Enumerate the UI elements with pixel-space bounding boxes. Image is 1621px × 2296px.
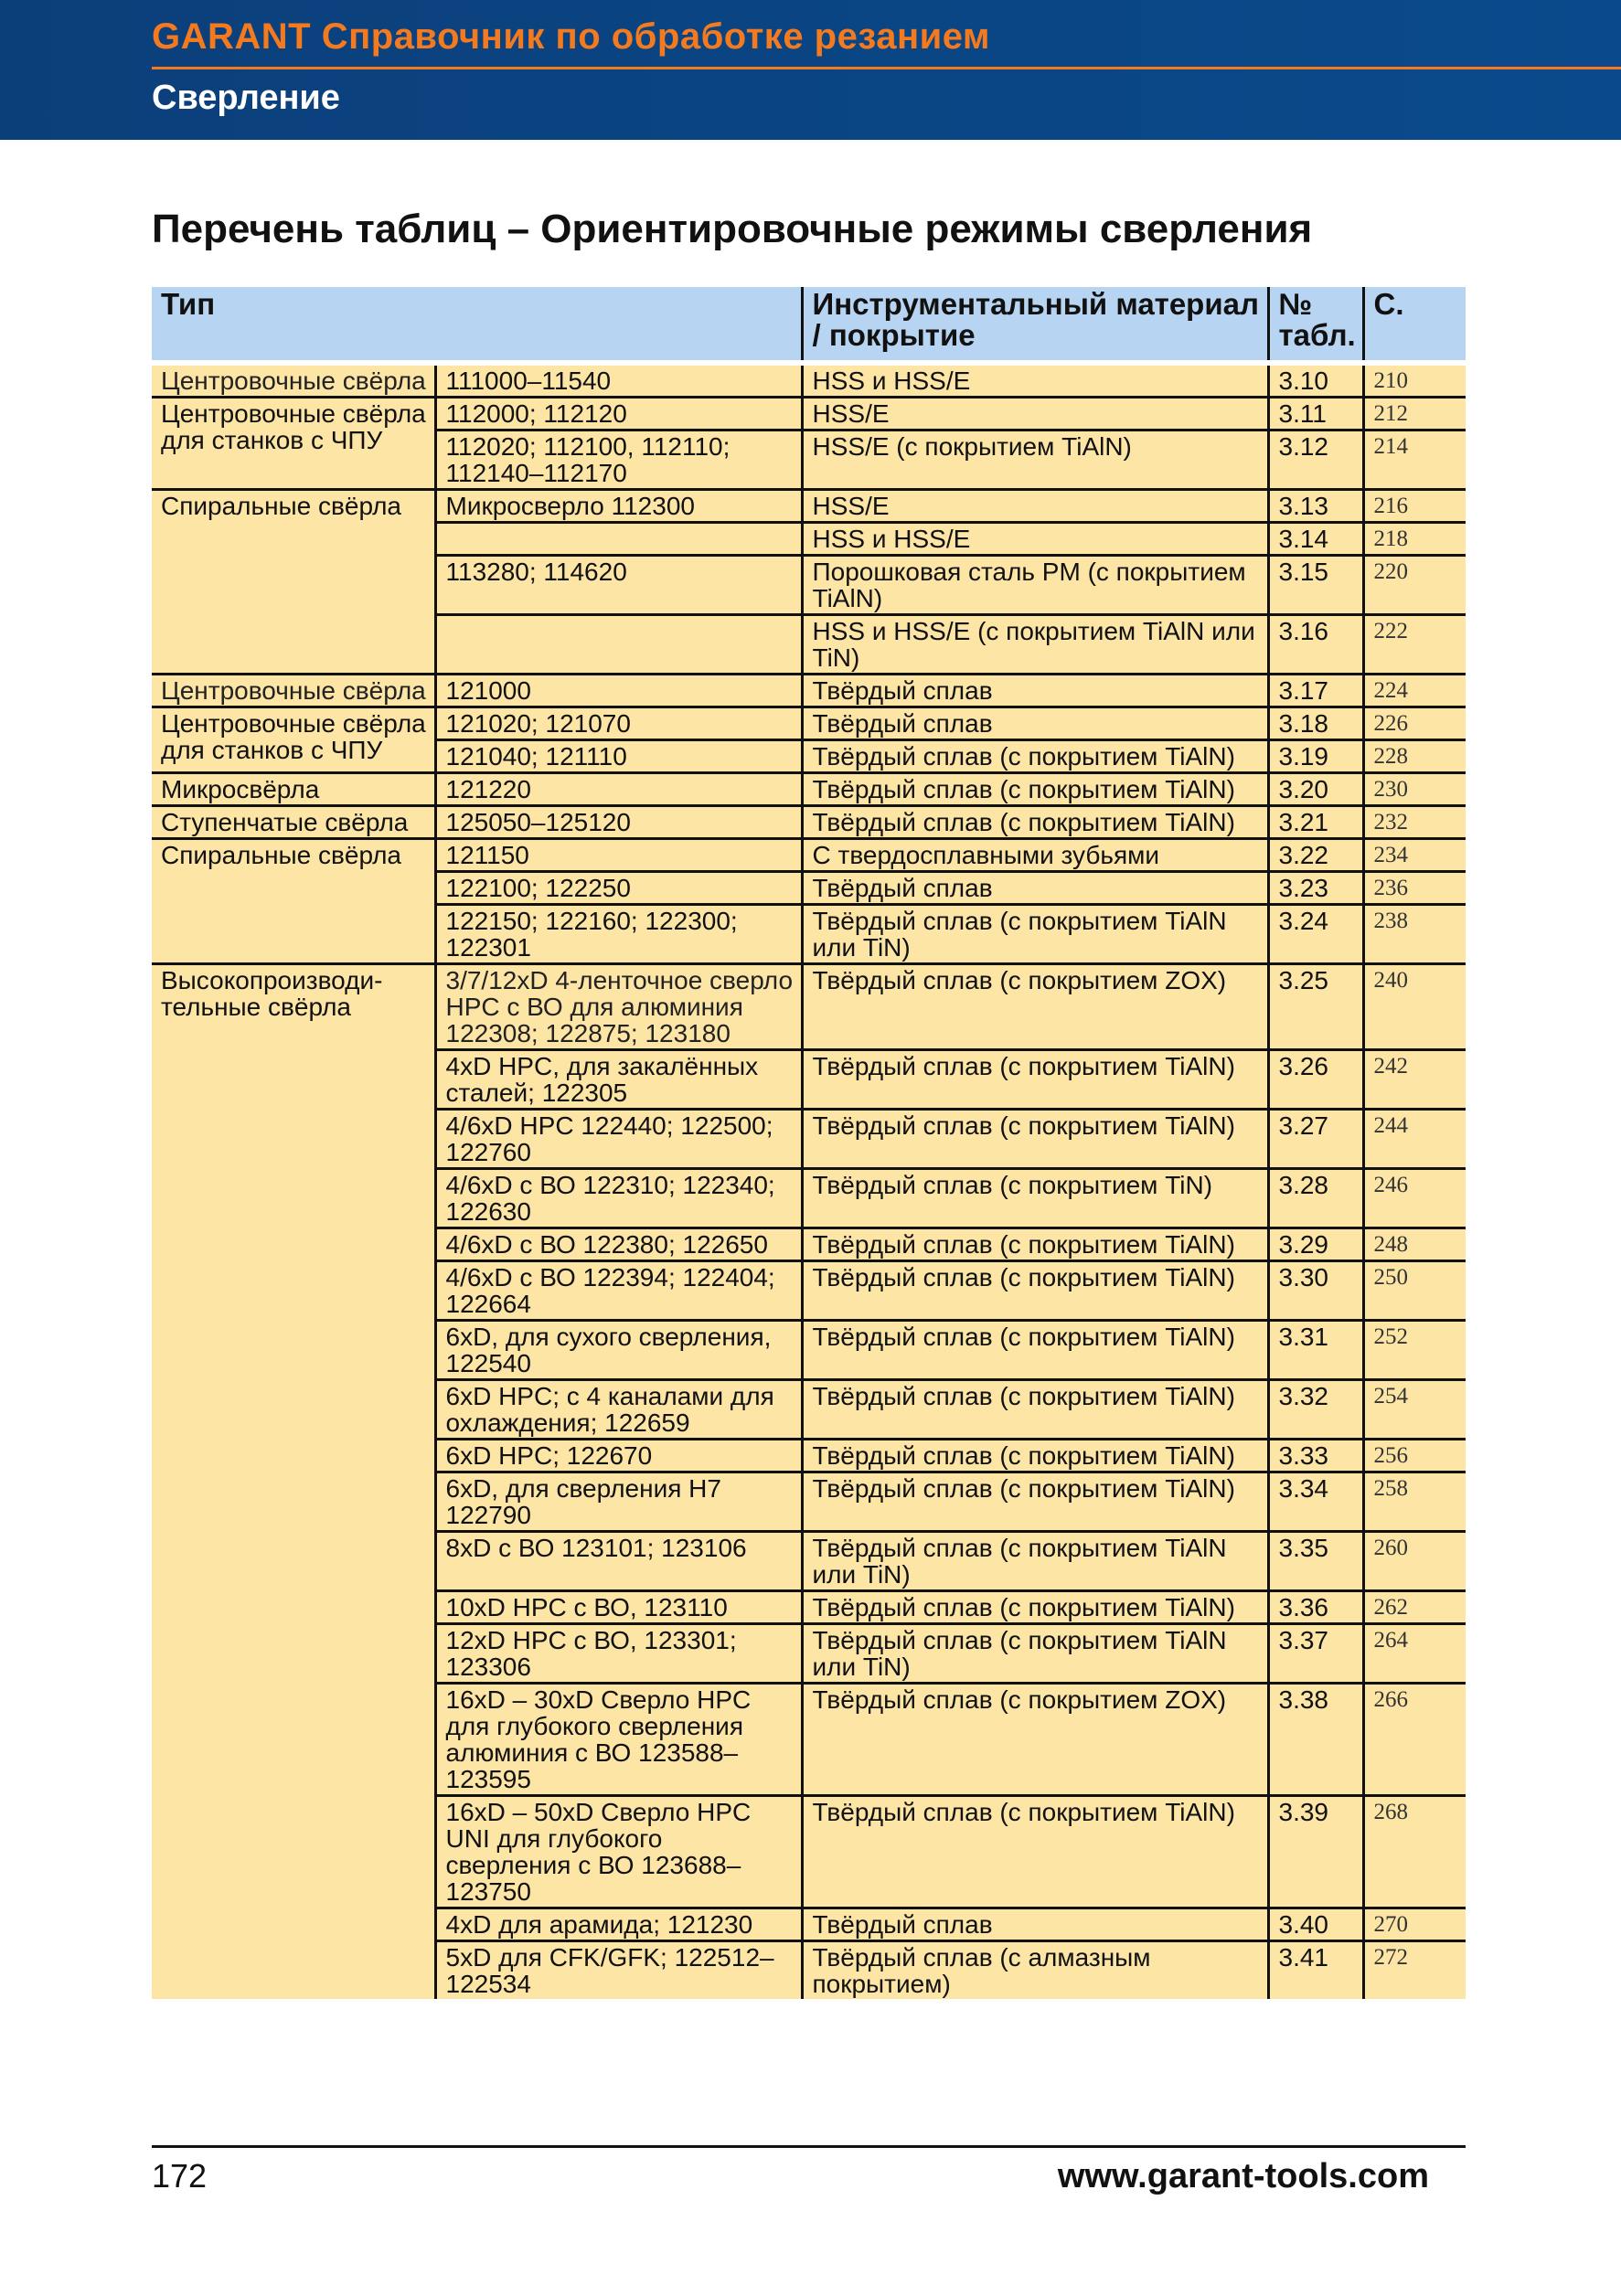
code-cell: 4xD для арамида; 121230 — [435, 1908, 802, 1941]
material-cell: Твёрдый сплав (с покрытием TiAlN) — [802, 1321, 1268, 1380]
code-cell: 4/6xD с ВО 122310; 122340; 122630 — [435, 1169, 802, 1228]
code-cell — [435, 523, 802, 556]
material-cell: HSS и HSS/E (с покрытием TiAlN или TiN) — [802, 615, 1268, 675]
table-no-cell: 3.10 — [1268, 363, 1363, 398]
code-cell: 112020; 112100, 112110; 112140–112170 — [435, 430, 802, 490]
table-row — [152, 773, 1466, 806]
table-no-cell: 3.28 — [1268, 1169, 1363, 1228]
material-cell: Порошковая сталь PM (с покрытием TiAlN) — [802, 556, 1268, 615]
table-row — [152, 675, 1466, 707]
code-cell: 4xD HPC, для закалённых сталей; 122305 — [435, 1050, 802, 1110]
page-ref-cell[interactable]: 214 — [1363, 430, 1466, 490]
material-cell: Твёрдый сплав (с покрытием TiAlN) — [802, 773, 1268, 806]
type-cell: Спиральные свёрла — [152, 490, 435, 675]
code-cell: 113280; 114620 — [435, 556, 802, 615]
type-cell: Центровочные свёрла — [152, 363, 435, 398]
table-no-cell: 3.33 — [1268, 1440, 1363, 1472]
table-no-cell: 3.35 — [1268, 1532, 1363, 1591]
code-cell: 8xD с ВО 123101; 123106 — [435, 1532, 802, 1591]
footer-url-link[interactable]: www.garant-tools.com — [1057, 2157, 1429, 2195]
material-cell: Твёрдый сплав (с покрытием TiAlN) — [802, 1228, 1268, 1261]
material-cell: Твёрдый сплав (с покрытием TiAlN) — [802, 1472, 1268, 1532]
code-cell: Микросверло 112300 — [435, 490, 802, 523]
code-cell: 121040; 121110 — [435, 740, 802, 773]
page-ref-cell[interactable]: 264 — [1363, 1624, 1466, 1684]
code-cell: 4/6xD HPC 122440; 122500; 122760 — [435, 1110, 802, 1169]
code-cell: 121020; 121070 — [435, 707, 802, 740]
material-cell: HSS/E — [802, 398, 1268, 430]
table-no-cell: 3.30 — [1268, 1261, 1363, 1321]
code-cell: 5xD для CFK/GFK; 122512–122534 — [435, 1941, 802, 2000]
code-cell: 125050–125120 — [435, 806, 802, 839]
page-number: 172 — [152, 2157, 208, 2195]
code-cell: 112000; 112120 — [435, 398, 802, 430]
page-ref-cell[interactable]: 268 — [1363, 1796, 1466, 1908]
table-no-cell: 3.18 — [1268, 707, 1363, 740]
footer-rule — [152, 2145, 1466, 2148]
table-row — [152, 398, 1466, 430]
page-ref-cell[interactable]: 236 — [1363, 872, 1466, 905]
material-cell: Твёрдый сплав (с покрытием ZOX) — [802, 964, 1268, 1050]
table-row — [152, 490, 1466, 523]
material-cell: Твёрдый сплав — [802, 872, 1268, 905]
table-no-cell: 3.22 — [1268, 839, 1363, 872]
page-ref-cell[interactable]: 254 — [1363, 1380, 1466, 1440]
table-no-cell: 3.29 — [1268, 1228, 1363, 1261]
page-ref-cell[interactable]: 238 — [1363, 905, 1466, 964]
material-cell: Твёрдый сплав — [802, 675, 1268, 707]
material-cell: Твёрдый сплав (с покрытием TiAlN или TiN) — [802, 1532, 1268, 1591]
material-cell: Твёрдый сплав (с покрытием TiAlN) — [802, 1440, 1268, 1472]
material-cell: HSS/E (с покрытием TiAlN) — [802, 430, 1268, 490]
page-ref-cell[interactable]: 218 — [1363, 523, 1466, 556]
material-cell: Твёрдый сплав (с покрытием TiAlN или TiN) — [802, 1624, 1268, 1684]
page-header — [0, 0, 1621, 140]
material-cell: HSS/E — [802, 490, 1268, 523]
table-no-cell: 3.32 — [1268, 1380, 1363, 1440]
table-no-cell: 3.25 — [1268, 964, 1363, 1050]
material-cell: Твёрдый сплав (с покрытием TiAlN) — [802, 1050, 1268, 1110]
code-cell: 6xD, для сухого сверления, 122540 — [435, 1321, 802, 1380]
page-ref-cell[interactable]: 258 — [1363, 1472, 1466, 1532]
table-no-cell: 3.17 — [1268, 675, 1363, 707]
table-no-cell: 3.24 — [1268, 905, 1363, 964]
material-cell: С твердосплавными зубьями — [802, 839, 1268, 872]
material-cell: Твёрдый сплав — [802, 1908, 1268, 1941]
type-cell: Высокопроизводи-тельные свёрла — [152, 964, 435, 2000]
material-cell: Твёрдый сплав (с покрытием TiAlN или TiN) — [802, 905, 1268, 964]
code-cell: 6xD, для сверления H7 122790 — [435, 1472, 802, 1532]
page-ref-cell[interactable]: 234 — [1363, 839, 1466, 872]
material-cell: Твёрдый сплав (с покрытием TiAlN) — [802, 740, 1268, 773]
page-ref-cell[interactable]: 266 — [1363, 1684, 1466, 1796]
table-no-cell: 3.39 — [1268, 1796, 1363, 1908]
type-cell: Ступенчатые свёрла — [152, 806, 435, 839]
page-ref-cell[interactable]: 246 — [1363, 1169, 1466, 1228]
code-cell: 12xD HPC с ВО, 123301; 123306 — [435, 1624, 802, 1684]
code-cell: 4/6xD с ВО 122394; 122404; 122664 — [435, 1261, 802, 1321]
code-cell: 121000 — [435, 675, 802, 707]
table-row — [152, 839, 1466, 872]
table-no-cell: 3.36 — [1268, 1591, 1363, 1624]
material-cell: HSS и HSS/E — [802, 523, 1268, 556]
table-row — [152, 363, 1466, 398]
table-no-cell: 3.12 — [1268, 430, 1363, 490]
page-title: Перечень таблиц – Ориентировочные режимы сверления — [152, 207, 1313, 251]
code-cell: 4/6xD с ВО 122380; 122650 — [435, 1228, 802, 1261]
table-no-cell: 3.16 — [1268, 615, 1363, 675]
page-ref-cell[interactable]: 212 — [1363, 398, 1466, 430]
reference-table — [152, 287, 1466, 1999]
table-row — [152, 806, 1466, 839]
table-no-cell: 3.13 — [1268, 490, 1363, 523]
table-header-row — [152, 287, 1466, 363]
code-cell: 111000–11540 — [435, 363, 802, 398]
table-no-cell: 3.41 — [1268, 1941, 1363, 2000]
code-cell: 6xD HPC; с 4 каналами для охлаждения; 122659 — [435, 1380, 802, 1440]
code-cell: 16xD – 50xD Сверло HPC UNI для глубокого сверления с ВО 123688–123750 — [435, 1796, 802, 1908]
table-no-cell: 3.20 — [1268, 773, 1363, 806]
table-no-cell: 3.21 — [1268, 806, 1363, 839]
type-cell: Центровочные свёрла для станков с ЧПУ — [152, 398, 435, 490]
table-no-cell: 3.26 — [1268, 1050, 1363, 1110]
table-no-cell: 3.23 — [1268, 872, 1363, 905]
code-cell: 3/7/12xD 4-ленточное сверло HPC с ВО для алюминия 122308; 122875; 123180 — [435, 964, 802, 1050]
code-cell: 16xD – 30xD Сверло HPC для глубокого сверления алюминия с ВО 123588–123595 — [435, 1684, 802, 1796]
material-cell: Твёрдый сплав (с покрытием TiAlN) — [802, 1591, 1268, 1624]
page-ref-cell[interactable]: 270 — [1363, 1908, 1466, 1941]
table-row — [152, 707, 1466, 740]
type-cell: Спиральные свёрла — [152, 839, 435, 964]
material-cell: Твёрдый сплав — [802, 707, 1268, 740]
material-cell: Твёрдый сплав (с покрытием TiAlN) — [802, 1261, 1268, 1321]
material-cell: Твёрдый сплав (с покрытием TiN) — [802, 1169, 1268, 1228]
col-header-page: С. — [1363, 287, 1466, 363]
col-header-type: Тип — [152, 287, 802, 363]
section-title: Сверление — [152, 79, 340, 117]
page-ref-cell[interactable]: 262 — [1363, 1591, 1466, 1624]
page-ref-cell[interactable]: 248 — [1363, 1228, 1466, 1261]
page-ref-cell[interactable]: 272 — [1363, 1941, 1466, 2000]
page-ref-cell[interactable]: 220 — [1363, 556, 1466, 615]
page-ref-cell[interactable]: 228 — [1363, 740, 1466, 773]
page-ref-cell[interactable]: 244 — [1363, 1110, 1466, 1169]
code-cell: 121220 — [435, 773, 802, 806]
material-cell: HSS и HSS/E — [802, 363, 1268, 398]
table-no-cell: 3.27 — [1268, 1110, 1363, 1169]
table-no-cell: 3.37 — [1268, 1624, 1363, 1684]
code-cell: 122150; 122160; 122300; 122301 — [435, 905, 802, 964]
table-no-cell: 3.38 — [1268, 1684, 1363, 1796]
page-ref-cell[interactable]: 252 — [1363, 1321, 1466, 1380]
page-ref-cell[interactable]: 230 — [1363, 773, 1466, 806]
page-ref-cell[interactable]: 216 — [1363, 490, 1466, 523]
code-cell — [435, 615, 802, 675]
table-no-cell: 3.15 — [1268, 556, 1363, 615]
page-ref-cell[interactable]: 242 — [1363, 1050, 1466, 1110]
material-cell: Твёрдый сплав (с покрытием TiAlN) — [802, 806, 1268, 839]
page-ref-cell[interactable]: 232 — [1363, 806, 1466, 839]
page-ref-cell[interactable]: 260 — [1363, 1532, 1466, 1591]
brand-title: GARANT Справочник по обработке резанием — [152, 16, 991, 57]
table-no-cell: 3.34 — [1268, 1472, 1363, 1532]
material-cell: Твёрдый сплав (с покрытием TiAlN) — [802, 1796, 1268, 1908]
page-ref-cell[interactable]: 226 — [1363, 707, 1466, 740]
table-no-cell: 3.11 — [1268, 398, 1363, 430]
material-cell: Твёрдый сплав (с покрытием ZOX) — [802, 1684, 1268, 1796]
page-ref-cell[interactable]: 250 — [1363, 1261, 1466, 1321]
table-row — [152, 964, 1466, 1050]
page-ref-cell[interactable]: 256 — [1363, 1440, 1466, 1472]
type-cell: Центровочные свёрла для станков с ЧПУ — [152, 707, 435, 773]
col-header-table-no: № табл. — [1268, 287, 1363, 363]
page-ref-cell[interactable]: 222 — [1363, 615, 1466, 675]
material-cell: Твёрдый сплав (с покрытием TiAlN) — [802, 1110, 1268, 1169]
page-ref-cell[interactable]: 240 — [1363, 964, 1466, 1050]
code-cell: 10xD HPC с ВО, 123110 — [435, 1591, 802, 1624]
page-ref-cell[interactable]: 210 — [1363, 363, 1466, 398]
table-no-cell: 3.19 — [1268, 740, 1363, 773]
col-header-material: Инструментальный материал / покрытие — [802, 287, 1268, 363]
code-cell: 121150 — [435, 839, 802, 872]
material-cell: Твёрдый сплав (с алмазным покрытием) — [802, 1941, 1268, 2000]
page-ref-cell[interactable]: 224 — [1363, 675, 1466, 707]
type-cell: Центровочные свёрла — [152, 675, 435, 707]
table-no-cell: 3.31 — [1268, 1321, 1363, 1380]
table-no-cell: 3.14 — [1268, 523, 1363, 556]
code-cell: 6xD HPC; 122670 — [435, 1440, 802, 1472]
header-rule — [152, 67, 1621, 69]
type-cell: Микросвёрла — [152, 773, 435, 806]
code-cell: 122100; 122250 — [435, 872, 802, 905]
material-cell: Твёрдый сплав (с покрытием TiAlN) — [802, 1380, 1268, 1440]
table-no-cell: 3.40 — [1268, 1908, 1363, 1941]
